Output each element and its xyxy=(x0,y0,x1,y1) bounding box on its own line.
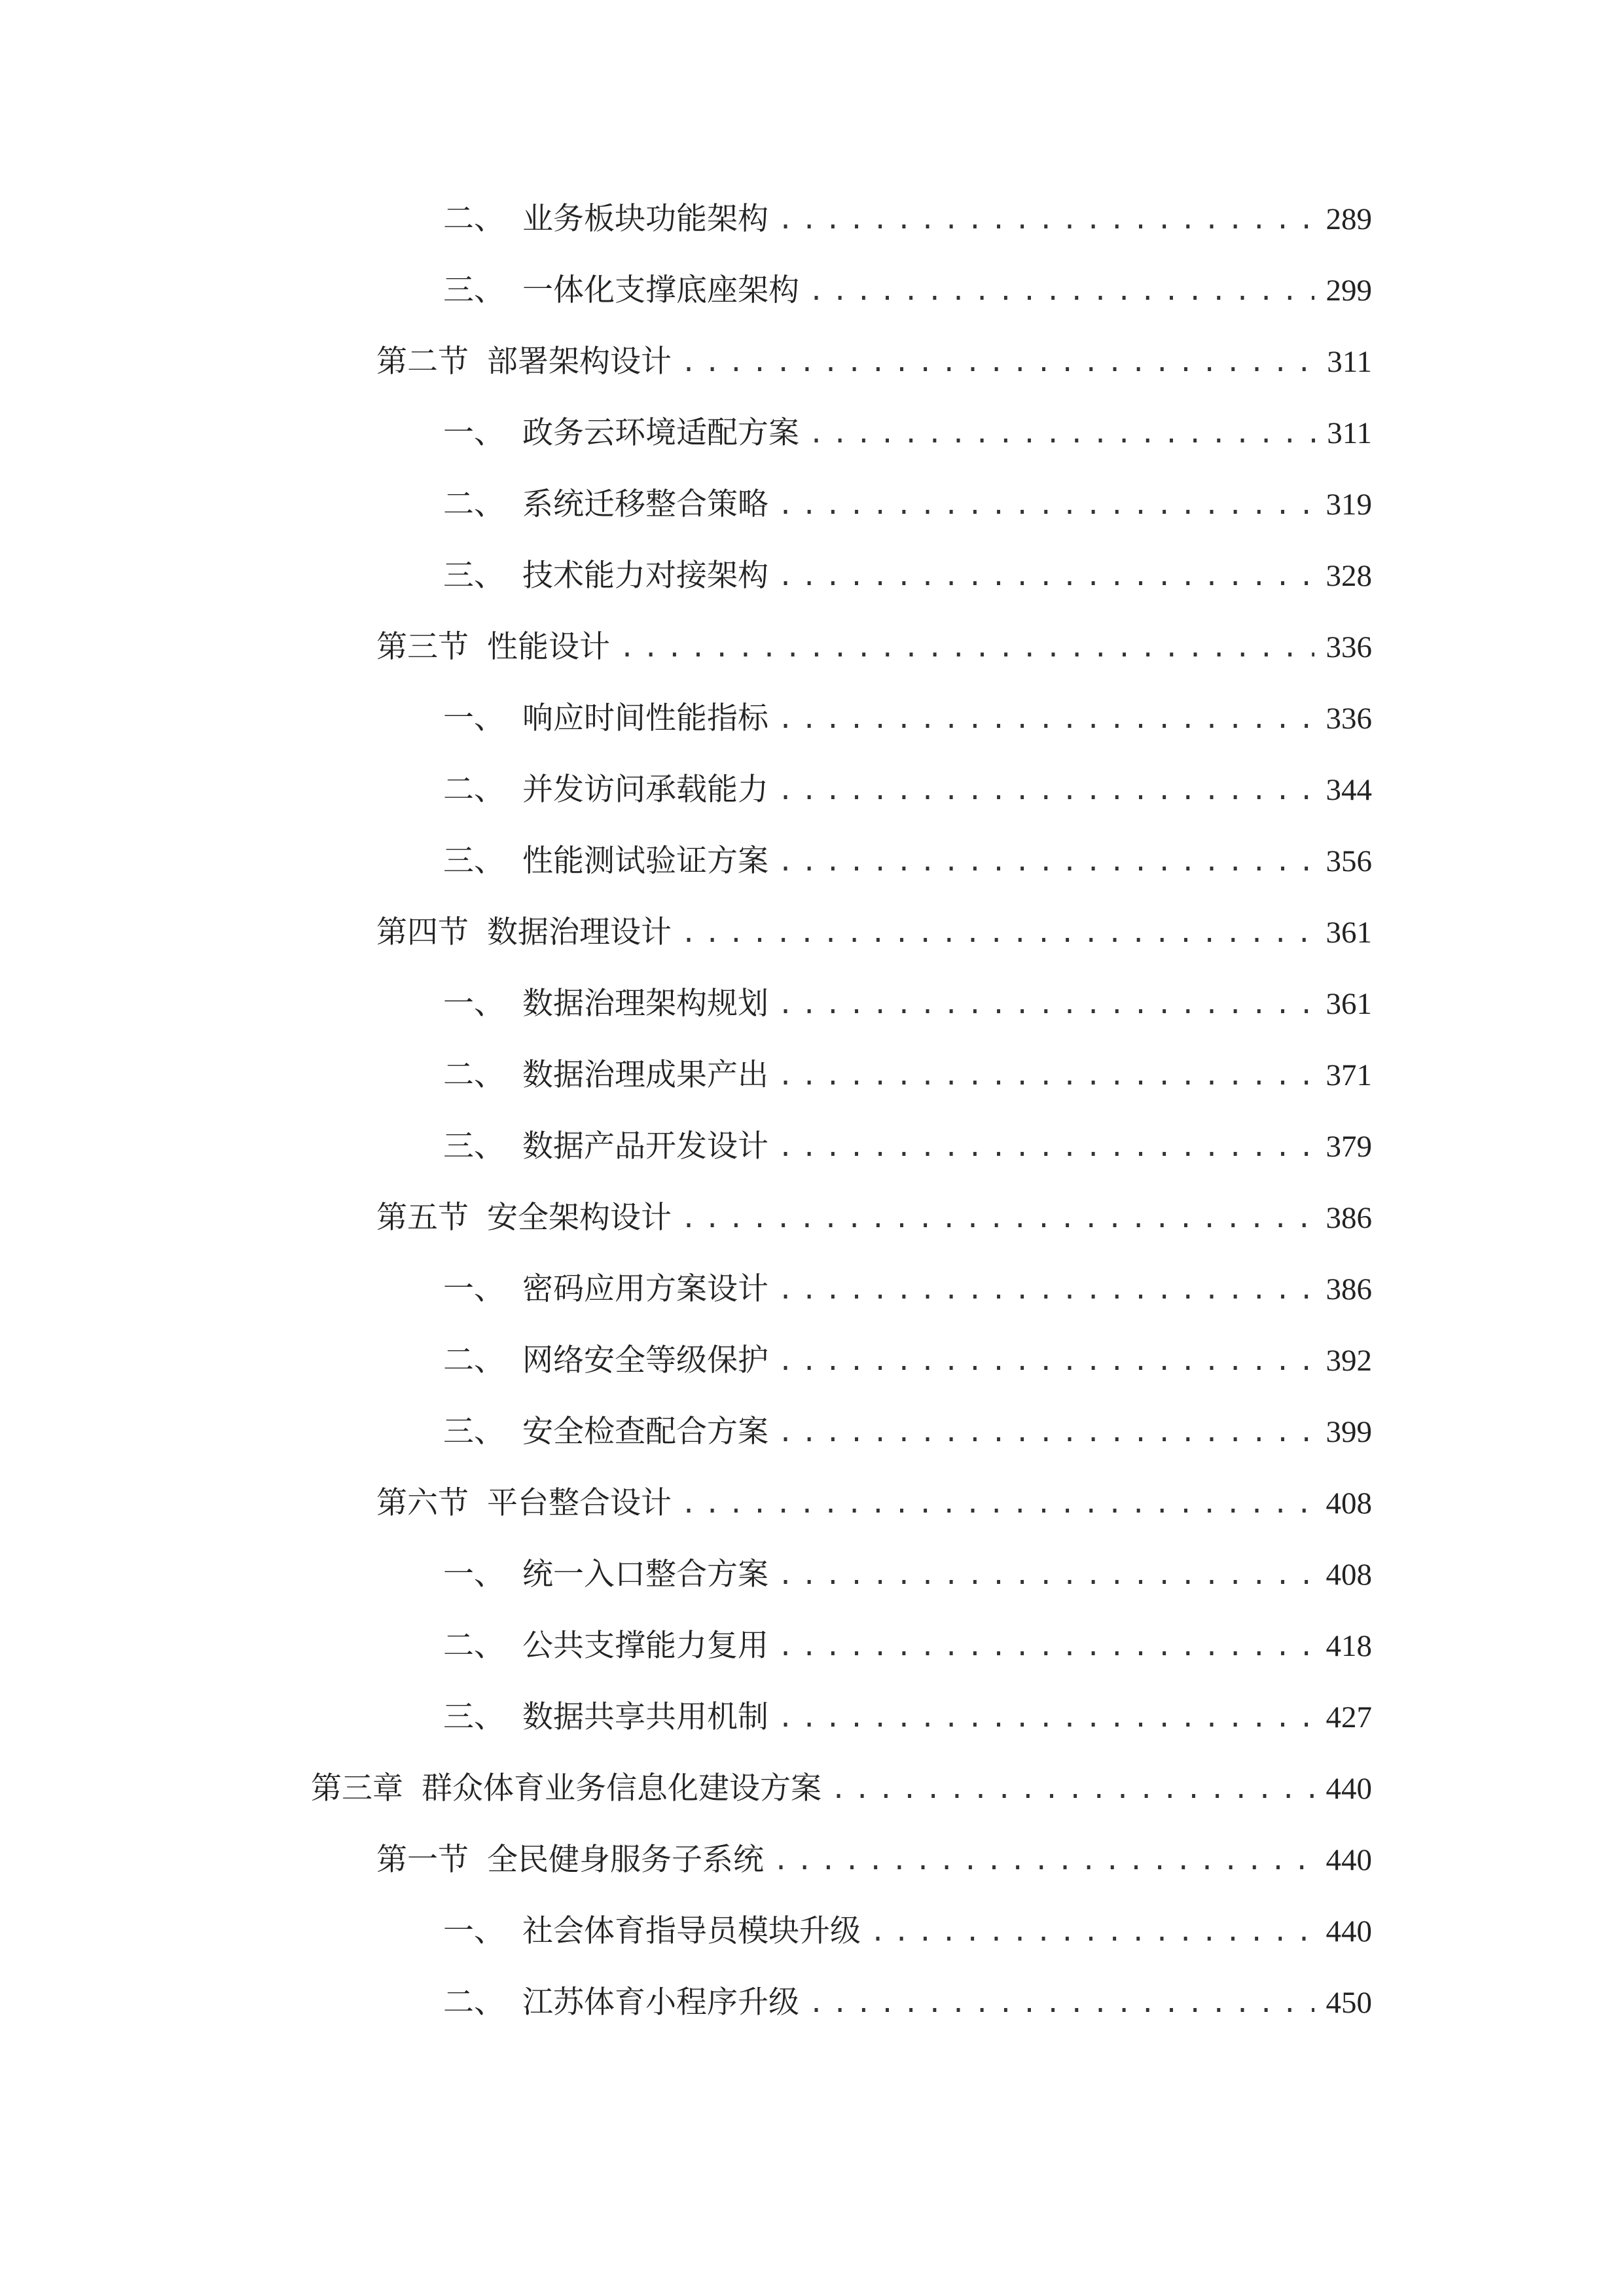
toc-dot-leader xyxy=(778,196,1314,243)
toc-entry-title: 全民健身服务子系统 xyxy=(487,1842,764,1878)
toc-entry-number: 第二节 xyxy=(376,344,469,380)
toc-page-number: 418 xyxy=(1326,1629,1372,1663)
toc-entry-label xyxy=(443,196,768,242)
toc-entry-label xyxy=(443,1552,768,1598)
toc-dot-leader xyxy=(778,1551,1314,1598)
toc-entry-title: 数据治理架构规划 xyxy=(522,986,768,1022)
toc-entry[interactable] xyxy=(443,1409,1372,1455)
toc-entry-label xyxy=(443,1623,768,1669)
toc-dot-leader xyxy=(778,1694,1314,1741)
toc-entry[interactable] xyxy=(443,482,1372,528)
toc-dot-leader xyxy=(778,1052,1314,1099)
toc-entry-label xyxy=(443,1695,768,1740)
toc-entry[interactable] xyxy=(443,1695,1372,1740)
toc-entry[interactable] xyxy=(443,1052,1372,1098)
toc-page-number: 344 xyxy=(1326,773,1372,807)
toc-entry-number: 第三章 xyxy=(311,1770,403,1806)
toc-entry-number: 三、 xyxy=(443,1699,505,1735)
toc-page-number: 299 xyxy=(1326,274,1372,308)
toc-page-number: 379 xyxy=(1326,1130,1372,1164)
toc-entry[interactable] xyxy=(376,1480,1372,1526)
toc-entry-title: 公共支撑能力复用 xyxy=(522,1628,768,1664)
toc-entry-number: 第五节 xyxy=(376,1200,469,1236)
toc-dot-leader xyxy=(778,481,1314,528)
toc-entry-number: 一、 xyxy=(443,986,505,1022)
toc-entry-number: 二、 xyxy=(443,1342,505,1378)
toc-entry-title: 江苏体育小程序升级 xyxy=(522,1984,799,2020)
toc-entry-title: 数据共享共用机制 xyxy=(522,1699,768,1735)
toc-page-number: 408 xyxy=(1326,1486,1372,1520)
toc-dot-leader xyxy=(870,1908,1314,1955)
toc-entry-label xyxy=(443,1124,768,1170)
toc-entry-title: 业务板块功能架构 xyxy=(522,201,768,237)
toc-page-number: 427 xyxy=(1326,1700,1372,1734)
toc-page-number: 440 xyxy=(1326,1914,1372,1948)
toc-entry-title: 并发访问承载能力 xyxy=(522,772,768,808)
toc-entry-label xyxy=(311,1766,821,1812)
toc-entry[interactable] xyxy=(443,1980,1372,2026)
toc-entry[interactable] xyxy=(443,1909,1372,1954)
toc-entry-label xyxy=(443,1980,799,2026)
toc-entry[interactable] xyxy=(443,767,1372,813)
toc-entry-title: 性能设计 xyxy=(487,629,610,665)
toc-dot-leader xyxy=(831,1765,1314,1812)
toc-entry-title: 群众体育业务信息化建设方案 xyxy=(422,1770,821,1806)
toc-entry-number: 二、 xyxy=(443,1057,505,1093)
toc-dot-leader xyxy=(773,1837,1314,1884)
toc-entry-title: 安全架构设计 xyxy=(487,1200,672,1236)
toc-entry-title: 系统迁移整合策略 xyxy=(522,486,768,522)
toc-entry[interactable] xyxy=(376,339,1372,385)
toc-entry-title: 性能测试验证方案 xyxy=(522,843,768,879)
toc-entry-number: 一、 xyxy=(443,1271,505,1307)
toc-dot-leader xyxy=(778,552,1314,600)
toc-dot-leader xyxy=(778,1337,1314,1384)
toc-dot-leader xyxy=(681,1480,1314,1527)
toc-entry-label xyxy=(376,1837,764,1883)
toc-entry-number: 二、 xyxy=(443,772,505,808)
toc-dot-leader xyxy=(808,267,1314,314)
toc-entry-number: 一、 xyxy=(443,700,505,736)
toc-entry[interactable] xyxy=(443,410,1372,456)
toc-entry-title: 数据产品开发设计 xyxy=(522,1128,768,1164)
toc-entry-number: 三、 xyxy=(443,272,505,308)
toc-entry-number: 二、 xyxy=(443,486,505,522)
toc-entry[interactable] xyxy=(376,910,1372,956)
toc-dot-leader xyxy=(778,1408,1314,1456)
toc-entry-label xyxy=(443,482,768,528)
toc-dot-leader xyxy=(778,766,1314,814)
toc-entry-label xyxy=(376,910,672,956)
toc-page-number: 399 xyxy=(1326,1415,1372,1449)
toc-entry-number: 一、 xyxy=(443,415,505,451)
toc-dot-leader xyxy=(619,624,1314,671)
toc-entry-label xyxy=(443,1338,768,1384)
toc-page-number: 408 xyxy=(1326,1558,1372,1592)
toc-entry-title: 密码应用方案设计 xyxy=(522,1271,768,1307)
toc-entry[interactable] xyxy=(376,1195,1372,1241)
toc-page-number: 328 xyxy=(1326,559,1372,593)
toc-page-number: 311 xyxy=(1327,345,1372,379)
toc-entry[interactable] xyxy=(443,696,1372,742)
toc-entry-label xyxy=(443,1266,768,1312)
toc-dot-leader xyxy=(808,410,1315,457)
toc-page-number: 336 xyxy=(1326,630,1372,664)
toc-entry[interactable] xyxy=(443,1623,1372,1669)
toc-entry-label xyxy=(376,339,672,385)
toc-entry-number: 三、 xyxy=(443,1128,505,1164)
toc-entry-label xyxy=(443,981,768,1027)
toc-dot-leader xyxy=(681,1194,1314,1242)
toc-dot-leader xyxy=(778,838,1314,885)
toc-dot-leader xyxy=(778,1123,1314,1170)
toc-page-number: 361 xyxy=(1326,987,1372,1021)
toc-entry-number: 一、 xyxy=(443,1556,505,1592)
toc-entry-title: 数据治理设计 xyxy=(487,914,672,950)
toc-entry-number: 第一节 xyxy=(376,1842,469,1878)
toc-entry-label xyxy=(443,1909,861,1954)
toc-page-number: 361 xyxy=(1326,916,1372,950)
toc-entry-label xyxy=(443,1409,768,1455)
toc-entry-title: 网络安全等级保护 xyxy=(522,1342,768,1378)
toc-entry[interactable] xyxy=(443,196,1372,242)
toc-page-number: 311 xyxy=(1327,416,1372,450)
toc-page-number: 386 xyxy=(1326,1272,1372,1306)
toc-page-number: 440 xyxy=(1326,1772,1372,1806)
toc-page-number: 319 xyxy=(1326,488,1372,522)
toc-entry[interactable] xyxy=(443,553,1372,599)
toc-entry-number: 三、 xyxy=(443,558,505,594)
toc-entry[interactable] xyxy=(311,1766,1372,1812)
toc-entry-label xyxy=(443,838,768,884)
toc-page-number: 450 xyxy=(1326,1986,1372,2020)
toc-entry-title: 统一入口整合方案 xyxy=(522,1556,768,1592)
toc-dot-leader xyxy=(778,1266,1314,1313)
toc-entry[interactable] xyxy=(443,1338,1372,1384)
toc-entry-title: 平台整合设计 xyxy=(487,1485,672,1521)
toc-page-number: 289 xyxy=(1326,202,1372,236)
toc-entry-number: 二、 xyxy=(443,1984,505,2020)
toc-dot-leader xyxy=(778,1623,1314,1670)
toc-page-number: 386 xyxy=(1326,1201,1372,1235)
toc-entry-number: 第六节 xyxy=(376,1485,469,1521)
toc-entry-title: 响应时间性能指标 xyxy=(522,700,768,736)
toc-entry[interactable] xyxy=(443,838,1372,884)
toc-dot-leader xyxy=(778,695,1314,742)
toc-entry-label xyxy=(376,624,610,670)
toc-page-number: 440 xyxy=(1326,1843,1372,1877)
toc-entry-number: 一、 xyxy=(443,1913,505,1949)
toc-entry[interactable] xyxy=(443,1266,1372,1312)
toc-entry-title: 政务云环境适配方案 xyxy=(522,415,799,451)
toc-entry-label xyxy=(443,268,799,314)
toc-entry-label xyxy=(443,410,799,456)
toc-entry[interactable] xyxy=(376,624,1372,670)
toc-entry-label xyxy=(443,767,768,813)
toc-entry-number: 第三节 xyxy=(376,629,469,665)
toc-dot-leader xyxy=(681,909,1314,956)
toc-entry[interactable] xyxy=(443,1552,1372,1598)
toc-entry[interactable] xyxy=(443,268,1372,314)
toc-dot-leader xyxy=(778,980,1314,1028)
toc-entry-label xyxy=(376,1195,672,1241)
toc-entry-label xyxy=(443,1052,768,1098)
toc-entry-title: 一体化支撑底座架构 xyxy=(522,272,799,308)
toc-page-number: 336 xyxy=(1326,702,1372,736)
toc-page-number: 392 xyxy=(1326,1344,1372,1378)
toc-entry-number: 三、 xyxy=(443,1414,505,1450)
toc-entry-number: 第四节 xyxy=(376,914,469,950)
toc-entry-number: 二、 xyxy=(443,1628,505,1664)
toc-entry-title: 部署架构设计 xyxy=(487,344,672,380)
toc-entry-title: 安全检查配合方案 xyxy=(522,1414,768,1450)
toc-entry-title: 数据治理成果产出 xyxy=(522,1057,768,1093)
toc-entry-title: 技术能力对接架构 xyxy=(522,558,768,594)
toc-entry-label xyxy=(376,1480,672,1526)
toc-entry-label xyxy=(443,553,768,599)
toc-entry-title: 社会体育指导员模块升级 xyxy=(522,1913,861,1949)
toc-entry[interactable] xyxy=(443,1124,1372,1170)
toc-page-number: 356 xyxy=(1326,844,1372,878)
toc-page-number: 371 xyxy=(1326,1058,1372,1092)
toc-dot-leader xyxy=(808,1979,1314,2026)
toc-dot-leader xyxy=(681,338,1315,386)
toc-entry-label xyxy=(443,696,768,742)
toc-entry-number: 三、 xyxy=(443,843,505,879)
toc-entry[interactable] xyxy=(376,1837,1372,1883)
toc-entry-number: 二、 xyxy=(443,201,505,237)
toc-entry[interactable] xyxy=(443,981,1372,1027)
